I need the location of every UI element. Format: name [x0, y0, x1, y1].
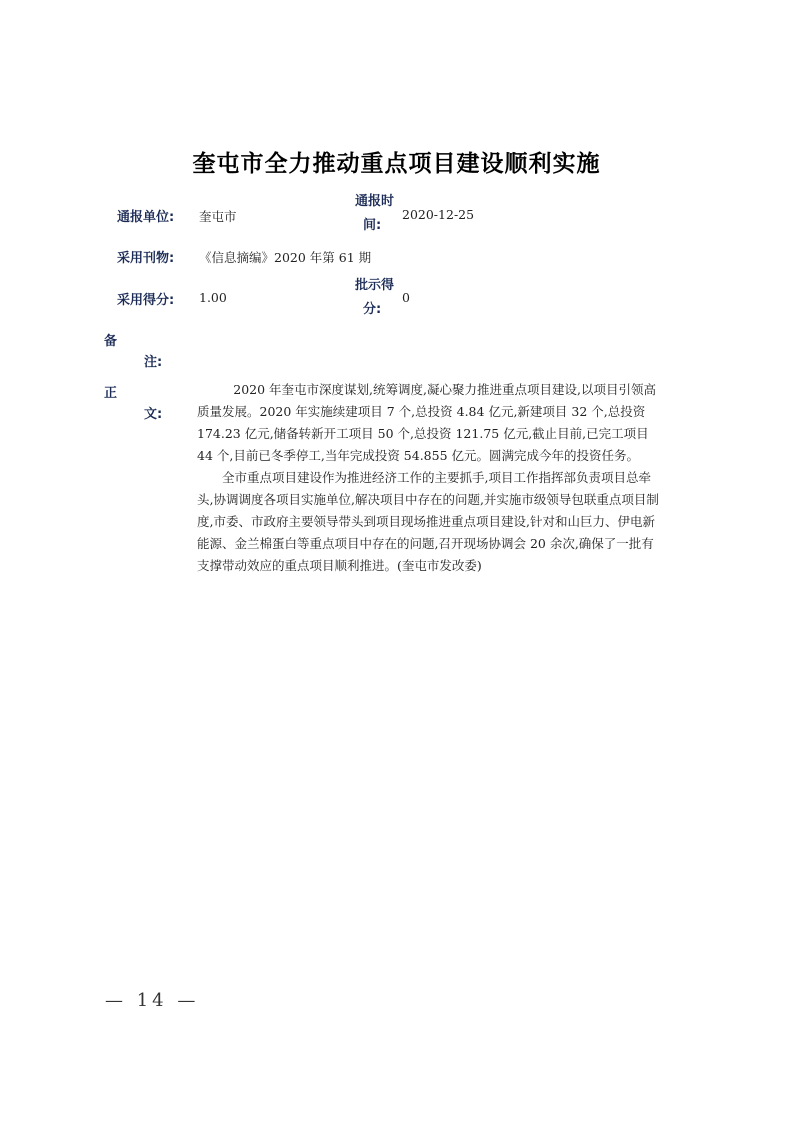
approval-score-label-line2: 分:: [363, 302, 382, 317]
reporting-unit-label: 通报单位:: [117, 210, 175, 225]
body-paragraph-2: 全市重点项目建设作为推进经济工作的主要抓手,项目工作指挥部负责项目总牵头,协调调度各项目实施单位,解决项目中存在的问题,并实施市级领导包联重点项目制度,市委、市政府主要领导带头到项目现场推进重点项目建设,针对和山巨力、伊电新能源、金兰棉蛋白等重点项目中存在的问题,召开现场协调会 20 余次,确保了一批有支撑带动效应的重点项目顺利推进。(奎屯市发改委): [197, 470, 659, 573]
report-time-label-line2: 间:: [363, 218, 382, 233]
report-time-value: 2020-12-25: [402, 207, 475, 222]
reporting-unit-value: 奎屯市: [199, 209, 237, 224]
remark-label-line1: 备: [104, 334, 118, 349]
approval-score-value: 0: [402, 290, 410, 305]
page-title: 奎屯市全力推动重点项目建设顺利实施: [192, 151, 601, 177]
journal-value: 《信息摘编》2020 年第 61 期: [199, 250, 372, 265]
body-text: [197, 379, 659, 577]
adoption-score-value: 1.00: [199, 290, 227, 305]
journal-label: 采用刊物:: [117, 251, 175, 266]
page-number: — 14 —: [105, 990, 200, 1011]
remark-label-line2: 注:: [144, 355, 163, 370]
body-label-line2: 文:: [144, 407, 163, 422]
report-time-label: [355, 190, 394, 238]
report-time-label-line1: 通报时: [355, 194, 395, 209]
body-label-line1: 正: [104, 386, 118, 401]
body-paragraph-1: 2020 年奎屯市深度谋划,统筹调度,凝心聚力推进重点项目建设,以项目引领高质量发展。2020 年实施续建项目 7 个,总投资 4.84 亿元,新建项目 32 个,总投资 174.23 亿元,储备转新开工项目 50 个,总投资 121.75 亿元,截止目前,已完工项目 44 个,目前已冬季停工,当年完成投资 54.855 亿元。圆满完成今年的投资任务。: [197, 382, 656, 463]
approval-score-label: [355, 274, 394, 322]
approval-score-label-line1: 批示得: [355, 278, 395, 293]
adoption-score-label: 采用得分:: [117, 293, 175, 308]
